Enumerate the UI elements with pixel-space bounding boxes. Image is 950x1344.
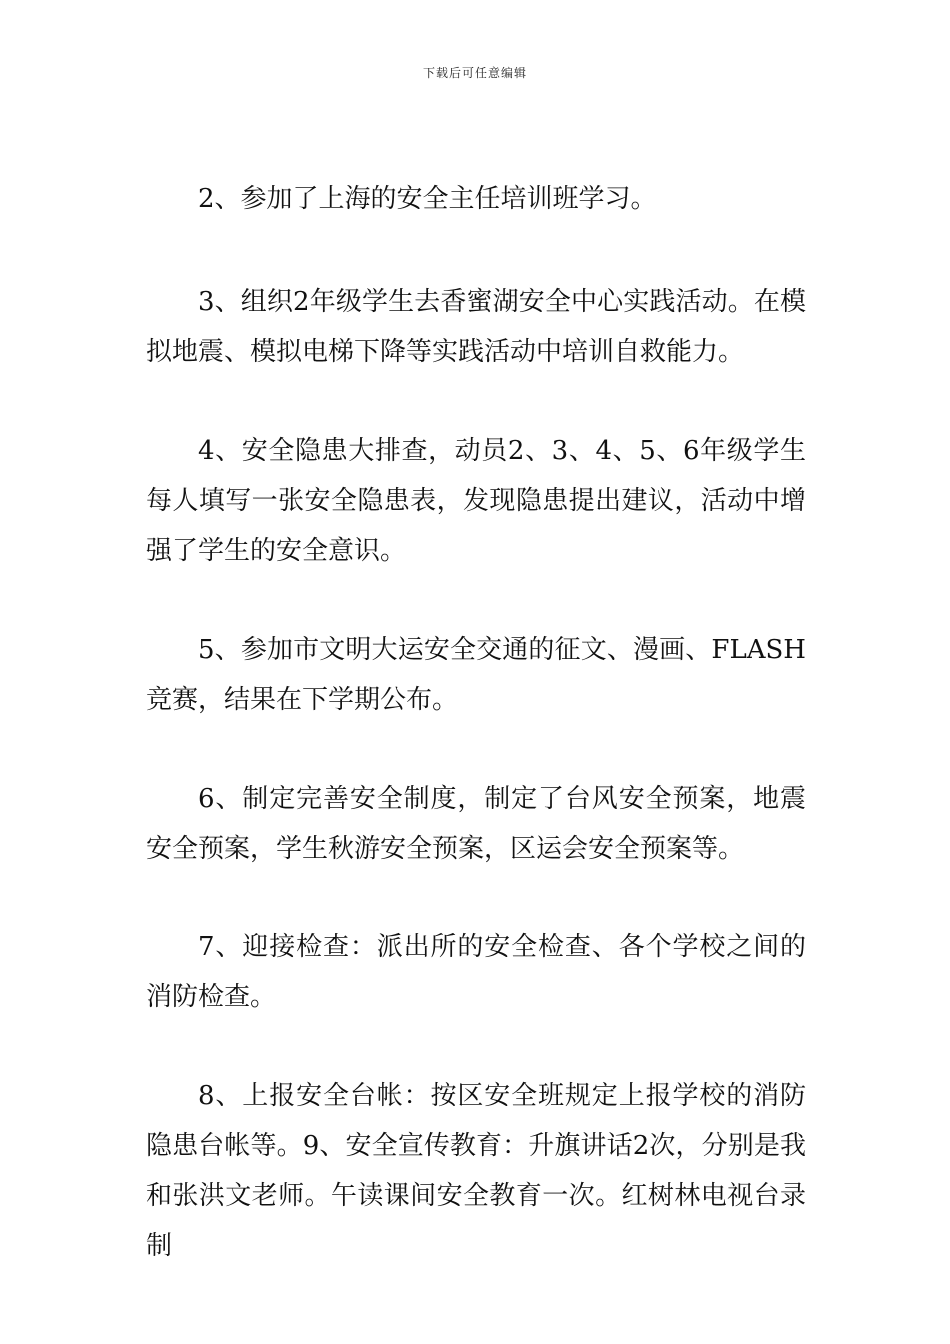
paragraph-item-6: 6、制定完善安全制度，制定了台风安全预案，地震安全预案，学生秋游安全预案，区运会安全预案等。 bbox=[146, 784, 806, 864]
paragraph-item-7: 7、迎接检查：派出所的安全检查、各个学校之间的消防检查。 bbox=[146, 932, 806, 1012]
paragraph-item-3: 3、组织2年级学生去香蜜湖安全中心实践活动。在模拟地震、模拟电梯下降等实践活动中培训自救能力。 bbox=[146, 287, 806, 367]
paragraph-item-2: 2、参加了上海的安全主任培训班学习。 bbox=[198, 184, 657, 214]
paragraph-item-8-9: 8、上报安全台帐：按区安全班规定上报学校的消防隐患台帐等。9、安全宣传教育：升旗讲话2次，分别是我和张洪文老师。午读课间安全教育一次。红树林电视台录制 bbox=[146, 1081, 806, 1261]
page-header: 下载后可任意编辑 bbox=[422, 66, 527, 80]
paragraph-item-4: 4、安全隐患大排查，动员2、3、4、5、6年级学生每人填写一张安全隐患表，发现隐患提出建议，活动中增强了学生的安全意识。 bbox=[146, 436, 806, 566]
paragraph-item-5: 5、参加市文明大运安全交通的征文、漫画、FLASH竞赛，结果在下学期公布。 bbox=[146, 635, 806, 715]
